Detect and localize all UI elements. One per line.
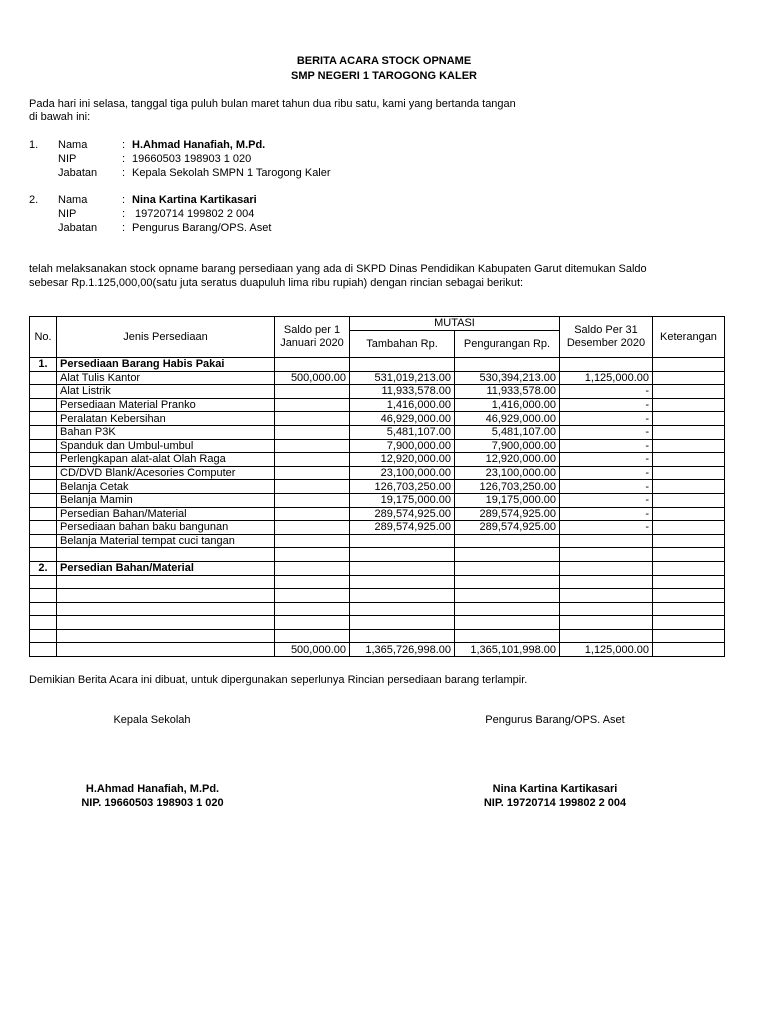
empty-cell: [560, 602, 653, 616]
colon: :: [122, 208, 126, 220]
pengurangan-cell: [455, 534, 560, 548]
row-number-cell: [30, 412, 57, 426]
right-signature-nip: NIP. 19720714 199802 2 004: [483, 797, 627, 809]
total-saldo-akhir: 1,125,000.00: [560, 643, 653, 657]
saldo-awal-cell: [275, 466, 350, 480]
tambahan-cell: 11,933,578.00: [350, 385, 455, 399]
pengurangan-cell: 23,100,000.00: [455, 466, 560, 480]
section-number: 2.: [30, 561, 57, 575]
table-row: [30, 371, 725, 385]
row-number-cell: [30, 521, 57, 535]
saldo-awal-cell: [275, 385, 350, 399]
item-name-cell: Peralatan Kebersihan: [57, 412, 275, 426]
section-row: [30, 358, 725, 372]
saldo-akhir-cell: -: [560, 425, 653, 439]
empty-row: [30, 616, 725, 630]
empty-cell: [653, 589, 725, 603]
table-row: [30, 534, 725, 548]
header-saldo-akhir: Saldo Per 31 Desember 2020: [560, 317, 653, 358]
item-name-cell: Belanja Material tempat cuci tangan: [57, 534, 275, 548]
row-number-cell: [30, 507, 57, 521]
tambahan-cell: [350, 534, 455, 548]
saldo-akhir-cell: -: [560, 493, 653, 507]
empty-cell: [30, 629, 57, 643]
item-name-cell: Belanja Cetak: [57, 480, 275, 494]
empty-row: [30, 629, 725, 643]
official-1-jabatan-label: Jabatan: [58, 167, 98, 179]
tambahan-cell: 5,481,107.00: [350, 425, 455, 439]
empty-cell: [30, 643, 57, 657]
left-signature-role: Kepala Sekolah: [113, 714, 191, 726]
saldo-awal-cell: [275, 398, 350, 412]
pengurangan-cell: 5,481,107.00: [455, 425, 560, 439]
totals-row: [30, 643, 725, 657]
empty-cell: [560, 548, 653, 562]
row-number-cell: [30, 466, 57, 480]
empty-cell: [653, 629, 725, 643]
pengurangan-cell: 289,574,925.00: [455, 507, 560, 521]
empty-cell: [455, 602, 560, 616]
table-row: [30, 453, 725, 467]
saldo-akhir-cell: -: [560, 480, 653, 494]
official-2-jabatan-value: Pengurus Barang/OPS. Aset: [132, 222, 272, 234]
empty-cell: [350, 616, 455, 630]
table-row: [30, 521, 725, 535]
empty-cell: [57, 575, 275, 589]
empty-cell: [275, 629, 350, 643]
header-no: No.: [30, 317, 57, 358]
empty-row: [30, 602, 725, 616]
row-number-cell: [30, 439, 57, 453]
empty-cell: [30, 589, 57, 603]
section-row: [30, 561, 725, 575]
header-pengurangan: Pengurangan Rp.: [455, 331, 560, 358]
keterangan-cell: [653, 493, 725, 507]
keterangan-cell: [653, 439, 725, 453]
official-2-name-value: Nina Kartina Kartikasari: [132, 194, 257, 206]
empty-cell: [57, 589, 275, 603]
intro-line-1: Pada hari ini selasa, tanggal tiga puluh bulan maret tahun dua ribu satu, kami yang bertanda tangan: [29, 98, 516, 110]
pengurangan-cell: 530,394,213.00: [455, 371, 560, 385]
pengurangan-cell: 11,933,578.00: [455, 385, 560, 399]
empty-cell: [30, 616, 57, 630]
pengurangan-cell: 1,416,000.00: [455, 398, 560, 412]
official-2-jabatan-label: Jabatan: [58, 222, 98, 234]
empty-cell: [560, 629, 653, 643]
tambahan-cell: 46,929,000.00: [350, 412, 455, 426]
official-2-number: 2.: [29, 194, 39, 206]
empty-cell: [275, 589, 350, 603]
header-mutasi: MUTASI: [350, 317, 560, 331]
keterangan-cell: [653, 521, 725, 535]
empty-cell: [560, 589, 653, 603]
keterangan-cell: [653, 425, 725, 439]
item-name-cell: Alat Tulis Kantor: [57, 371, 275, 385]
table-row: [30, 493, 725, 507]
row-number-cell: [30, 453, 57, 467]
pengurangan-cell: 126,703,250.00: [455, 480, 560, 494]
empty-cell: [455, 575, 560, 589]
saldo-akhir-cell: -: [560, 521, 653, 535]
table-row: [30, 398, 725, 412]
empty-cell: [350, 561, 455, 575]
empty-row: [30, 589, 725, 603]
keterangan-cell: [653, 453, 725, 467]
empty-cell: [560, 616, 653, 630]
empty-cell: [653, 548, 725, 562]
saldo-akhir-cell: [560, 534, 653, 548]
table-row: [30, 507, 725, 521]
empty-cell: [653, 602, 725, 616]
keterangan-cell: [653, 507, 725, 521]
table-row: [30, 385, 725, 399]
empty-cell: [350, 629, 455, 643]
total-pengurangan: 1,365,101,998.00: [455, 643, 560, 657]
pengurangan-cell: 19,175,000.00: [455, 493, 560, 507]
item-name-cell: Persediaan Material Pranko: [57, 398, 275, 412]
pengurangan-cell: 7,900,000.00: [455, 439, 560, 453]
empty-cell: [653, 643, 725, 657]
tambahan-cell: 289,574,925.00: [350, 521, 455, 535]
empty-cell: [455, 561, 560, 575]
tambahan-cell: 1,416,000.00: [350, 398, 455, 412]
pengurangan-cell: 12,920,000.00: [455, 453, 560, 467]
item-name-cell: Alat Listrik: [57, 385, 275, 399]
empty-cell: [57, 602, 275, 616]
tambahan-cell: 23,100,000.00: [350, 466, 455, 480]
stock-table-body: [30, 358, 725, 657]
saldo-awal-cell: [275, 425, 350, 439]
official-2-name-label: Nama: [58, 194, 88, 206]
saldo-awal-cell: [275, 439, 350, 453]
keterangan-cell: [653, 371, 725, 385]
item-name-cell: CD/DVD Blank/Acesories Computer: [57, 466, 275, 480]
header-keterangan: Keterangan: [653, 317, 725, 358]
table-row: [30, 480, 725, 494]
empty-cell: [57, 616, 275, 630]
row-number-cell: [30, 371, 57, 385]
keterangan-cell: [653, 480, 725, 494]
right-signature-name: Nina Kartina Kartikasari: [492, 783, 618, 795]
section-number: 1.: [30, 358, 57, 372]
stock-table: [29, 316, 725, 657]
table-row: [30, 439, 725, 453]
empty-cell: [275, 602, 350, 616]
empty-cell: [275, 616, 350, 630]
saldo-akhir-cell: -: [560, 439, 653, 453]
body-line-1: telah melaksanakan stock opname barang persediaan yang ada di SKPD Dinas Pendidikan Kabupaten Garut ditemukan Saldo: [29, 263, 647, 275]
keterangan-cell: [653, 398, 725, 412]
total-saldo-awal: 500,000.00: [275, 643, 350, 657]
table-row: [30, 425, 725, 439]
saldo-awal-cell: [275, 493, 350, 507]
empty-cell: [455, 589, 560, 603]
tambahan-cell: 19,175,000.00: [350, 493, 455, 507]
keterangan-cell: [653, 466, 725, 480]
closing-statement: Demikian Berita Acara ini dibuat, untuk dipergunakan seperlunya Rincian persediaan barang terlampir.: [29, 674, 528, 686]
row-number-cell: [30, 385, 57, 399]
pengurangan-cell: 289,574,925.00: [455, 521, 560, 535]
official-1-name-value: H.Ahmad Hanafiah, M.Pd.: [132, 139, 266, 151]
saldo-akhir-cell: -: [560, 453, 653, 467]
left-signature-nip: NIP. 19660503 198903 1 020: [81, 797, 224, 809]
official-1-name-label: Nama: [58, 139, 88, 151]
empty-cell: [275, 548, 350, 562]
saldo-awal-cell: [275, 480, 350, 494]
empty-row: [30, 575, 725, 589]
saldo-awal-cell: [275, 412, 350, 426]
saldo-awal-cell: [275, 534, 350, 548]
empty-cell: [30, 575, 57, 589]
empty-cell: [57, 629, 275, 643]
item-name-cell: Perlengkapan alat-alat Olah Raga: [57, 453, 275, 467]
section-title: Persediaan Barang Habis Pakai: [57, 358, 275, 372]
item-name-cell: Bahan P3K: [57, 425, 275, 439]
official-1-number: 1.: [29, 139, 39, 151]
empty-cell: [57, 643, 275, 657]
keterangan-cell: [653, 534, 725, 548]
empty-cell: [455, 548, 560, 562]
empty-cell: [653, 561, 725, 575]
right-signature-role: Pengurus Barang/OPS. Aset: [485, 714, 625, 726]
saldo-akhir-cell: -: [560, 412, 653, 426]
left-signature-name: H.Ahmad Hanafiah, M.Pd.: [85, 783, 220, 795]
table-row: [30, 412, 725, 426]
item-name-cell: Persedian Bahan/Material: [57, 507, 275, 521]
empty-cell: [350, 589, 455, 603]
empty-cell: [350, 602, 455, 616]
empty-cell: [653, 575, 725, 589]
body-line-2: sebesar Rp.1.125,000,00(satu juta seratus duapuluh lima ribu rupiah) dengan rincian sebagai berikut:: [29, 277, 524, 289]
official-1-jabatan-value: Kepala Sekolah SMPN 1 Tarogong Kaler: [132, 167, 331, 179]
intro-line-2: di bawah ini:: [29, 111, 91, 123]
empty-cell: [57, 548, 275, 562]
empty-cell: [30, 548, 57, 562]
header-jenis: Jenis Persediaan: [57, 317, 275, 358]
section-title: Persedian Bahan/Material: [57, 561, 275, 575]
empty-cell: [350, 575, 455, 589]
header-tambahan: Tambahan Rp.: [350, 331, 455, 358]
header-saldo-awal: Saldo per 1 Januari 2020: [275, 317, 350, 358]
saldo-awal-cell: [275, 453, 350, 467]
saldo-akhir-cell: -: [560, 507, 653, 521]
empty-cell: [560, 561, 653, 575]
empty-cell: [653, 616, 725, 630]
empty-cell: [455, 616, 560, 630]
colon: :: [122, 222, 126, 234]
saldo-akhir-cell: -: [560, 466, 653, 480]
empty-cell: [275, 561, 350, 575]
document-title: BERITA ACARA STOCK OPNAME: [296, 55, 472, 67]
document-subtitle: SMP NEGERI 1 TAROGONG KALER: [290, 70, 477, 82]
row-number-cell: [30, 480, 57, 494]
tambahan-cell: 531,019,213.00: [350, 371, 455, 385]
tambahan-cell: 7,900,000.00: [350, 439, 455, 453]
colon: :: [122, 194, 126, 206]
empty-cell: [560, 575, 653, 589]
saldo-awal-cell: [275, 521, 350, 535]
empty-row: [30, 548, 725, 562]
tambahan-cell: 126,703,250.00: [350, 480, 455, 494]
row-number-cell: [30, 534, 57, 548]
official-1-nip-label: NIP: [58, 153, 77, 165]
saldo-awal-cell: [275, 507, 350, 521]
row-number-cell: [30, 425, 57, 439]
official-1-nip-value: 19660503 198903 1 020: [132, 153, 252, 165]
official-2-nip-label: NIP: [58, 208, 77, 220]
pengurangan-cell: 46,929,000.00: [455, 412, 560, 426]
saldo-akhir-cell: 1,125,000.00: [560, 371, 653, 385]
keterangan-cell: [653, 412, 725, 426]
colon: :: [122, 167, 126, 179]
saldo-akhir-cell: -: [560, 385, 653, 399]
item-name-cell: Spanduk dan Umbul-umbul: [57, 439, 275, 453]
row-number-cell: [30, 398, 57, 412]
keterangan-cell: [653, 385, 725, 399]
empty-cell: [30, 602, 57, 616]
colon: :: [122, 153, 126, 165]
colon: :: [122, 139, 126, 151]
empty-cell: [455, 629, 560, 643]
table-row: [30, 466, 725, 480]
tambahan-cell: 289,574,925.00: [350, 507, 455, 521]
saldo-awal-cell: 500,000.00: [275, 371, 350, 385]
official-2-nip-value: 19720714 199802 2 004: [132, 208, 255, 220]
tambahan-cell: 12,920,000.00: [350, 453, 455, 467]
item-name-cell: Belanja Mamin: [57, 493, 275, 507]
total-tambahan: 1,365,726,998.00: [350, 643, 455, 657]
empty-cell: [275, 575, 350, 589]
row-number-cell: [30, 493, 57, 507]
item-name-cell: Persediaan bahan baku bangunan: [57, 521, 275, 535]
empty-cell: [350, 548, 455, 562]
saldo-akhir-cell: -: [560, 398, 653, 412]
